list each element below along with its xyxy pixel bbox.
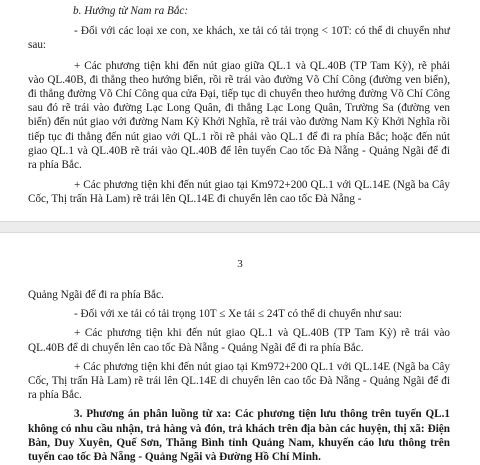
paragraph-continuation: Quảng Ngãi để đi ra phía Bắc.: [28, 289, 164, 301]
page-separator: [0, 222, 480, 232]
paragraph-remote-diversion: 3. Phương án phân luồng từ xa: Các phương tiện lưu thông trên tuyến QL.1 không có nhu cầu nhận, trả hàng và đón, trả khách trên địa bàn các huyện, thị xã: Điện Bàn, Duy Xuyên, Quế Sơn, Thăng Bình tỉnh Quảng Nam, khuyến cáo lưu thông trên tuyến cao tốc Đà Nẵng - Quảng Ngãi và Đường Hồ Chí Minh.: [28, 408, 450, 464]
paragraph-route-ql14e: + Các phương tiện khi đến nút giao tại Km972+200 QL.1 với QL.14E (Ngã ba Cây Cốc, Thị trấn Hà Lam) rẽ trái lên QL.14E đi chuyển lên cao tốc Đà Nẵng -: [28, 179, 450, 206]
paragraph-vehicle-class: - Đối với các loại xe con, xe khách, xe tải có tải trọng < 10T: có thể di chuyển như sau:: [28, 25, 450, 52]
section-heading: b. Hướng từ Nam ra Bắc:: [73, 5, 189, 17]
paragraph-truck-route-ql14e: + Các phương tiện khi đến nút giao tại Km972+200 QL.1 với QL.14E (Ngã ba Cây Cốc, Thị trấn Hà Lam) rẽ trái lên QL.14E di chuyển lên cao tốc Đà Nẵng - Quảng Ngãi để đi ra phía Bắc.: [28, 360, 450, 402]
paragraph-truck-class: - Đối với xe tải có tải trọng 10T ≤ Xe tải ≤ 24T có thể di chuyển như sau:: [74, 308, 403, 321]
paragraph-truck-route-ql40b: + Các phương tiện khi đến nút giao QL.1 và QL.40B (TP Tam Kỳ) rẽ trái vào QL.40B để di chuyển lên cao tốc Đà Nẵng - Quảng Ngãi để đi ra phía Bắc.: [28, 327, 450, 354]
page-bottom-content: [0, 288, 480, 464]
page-number: 3: [237, 258, 243, 270]
paragraph-route-ql40b: + Các phương tiện khi đến nút giao giữa QL.1 và QL.40B (TP Tam Kỳ), rẽ phải vào QL.40B, đi thẳng theo hướng biển, rồi rẽ trái vào đường Võ Chí Công (đường ven biển), đi thẳng đường Võ Chí Công qua cửa Đại, tiếp tục di chuyển theo hướng đường Võ Chí Công sau đó rẽ trái vào đường Lạc Long Quân, đi thẳng Lạc Long Quân, Trường Sa (đường ven biển) đến nút giao với đường Nam Kỳ Khởi Nghĩa, rẽ trái vào đường Nam Kỳ Khởi Nghĩa rồi tiếp tục đi thẳng đến nút giao với QL.1 rồi rẽ phải vào QL.1 để đi ra phía Bắc; hoặc đến nút giao QL.1 và QL.40B rẽ trái vào QL.40B để lên tuyến Cao tốc Đà Nẵng - Quảng Ngãi để đi ra phía Bắc.: [28, 59, 450, 172]
page-top-content: [0, 4, 480, 207]
